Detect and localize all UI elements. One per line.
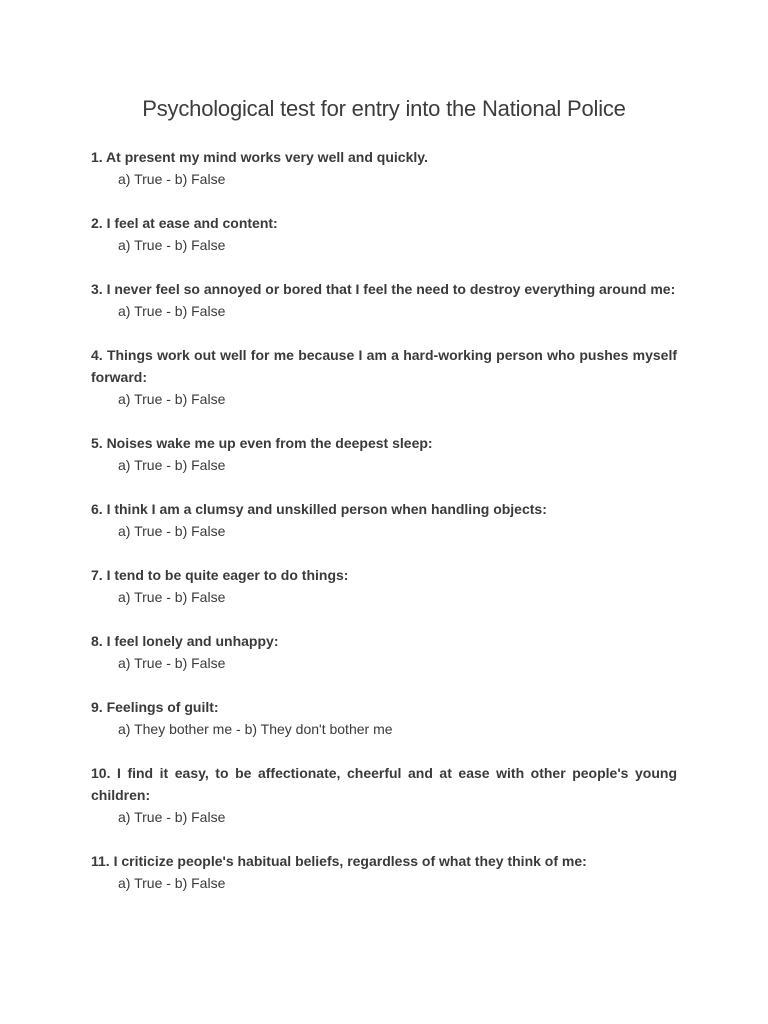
answer-options: a) True - b) False bbox=[118, 171, 226, 187]
question-text: 3. I never feel so annoyed or bored that I feel the need to destroy everything around me: bbox=[91, 281, 676, 297]
answer-options: a) True - b) False bbox=[118, 457, 226, 473]
question-text: 1. At present my mind works very well and quickly. bbox=[91, 149, 428, 165]
question-text: 7. I tend to be quite eager to do things: bbox=[91, 567, 349, 583]
answer-options: a) True - b) False bbox=[118, 391, 226, 407]
question-item bbox=[91, 212, 677, 256]
question-item bbox=[91, 630, 677, 674]
question-item bbox=[91, 564, 677, 608]
question-item bbox=[91, 696, 677, 740]
answer-options: a) True - b) False bbox=[118, 237, 226, 253]
question-item bbox=[91, 146, 677, 190]
answer-options: a) True - b) False bbox=[118, 523, 226, 539]
answer-options: a) True - b) False bbox=[118, 589, 226, 605]
answer-options: a) They bother me - b) They don't bother me bbox=[118, 721, 393, 737]
question-item bbox=[91, 850, 677, 894]
answer-options: a) True - b) False bbox=[118, 303, 226, 319]
question-list bbox=[91, 146, 677, 916]
question-text: 5. Noises wake me up even from the deepest sleep: bbox=[91, 435, 433, 451]
question-text: 2. I feel at ease and content: bbox=[91, 215, 278, 231]
answer-options: a) True - b) False bbox=[118, 655, 226, 671]
question-text: 11. I criticize people's habitual beliefs, regardless of what they think of me: bbox=[91, 853, 587, 869]
question-text: 9. Feelings of guilt: bbox=[91, 699, 219, 715]
question-text: 6. I think I am a clumsy and unskilled person when handling objects: bbox=[91, 501, 547, 517]
question-item bbox=[91, 762, 677, 828]
answer-options: a) True - b) False bbox=[118, 809, 226, 825]
question-item bbox=[91, 278, 677, 322]
question-text: 4. Things work out well for me because I am a hard-working person who pushes myself forward: bbox=[91, 347, 677, 385]
question-item bbox=[91, 432, 677, 476]
question-text: 10. I find it easy, to be affectionate, cheerful and at ease with other people's young children: bbox=[91, 765, 677, 803]
question-item bbox=[91, 498, 677, 542]
question-text: 8. I feel lonely and unhappy: bbox=[91, 633, 279, 649]
answer-options: a) True - b) False bbox=[118, 875, 226, 891]
page-title: Psychological test for entry into the National Police bbox=[142, 96, 626, 121]
question-item bbox=[91, 344, 677, 410]
